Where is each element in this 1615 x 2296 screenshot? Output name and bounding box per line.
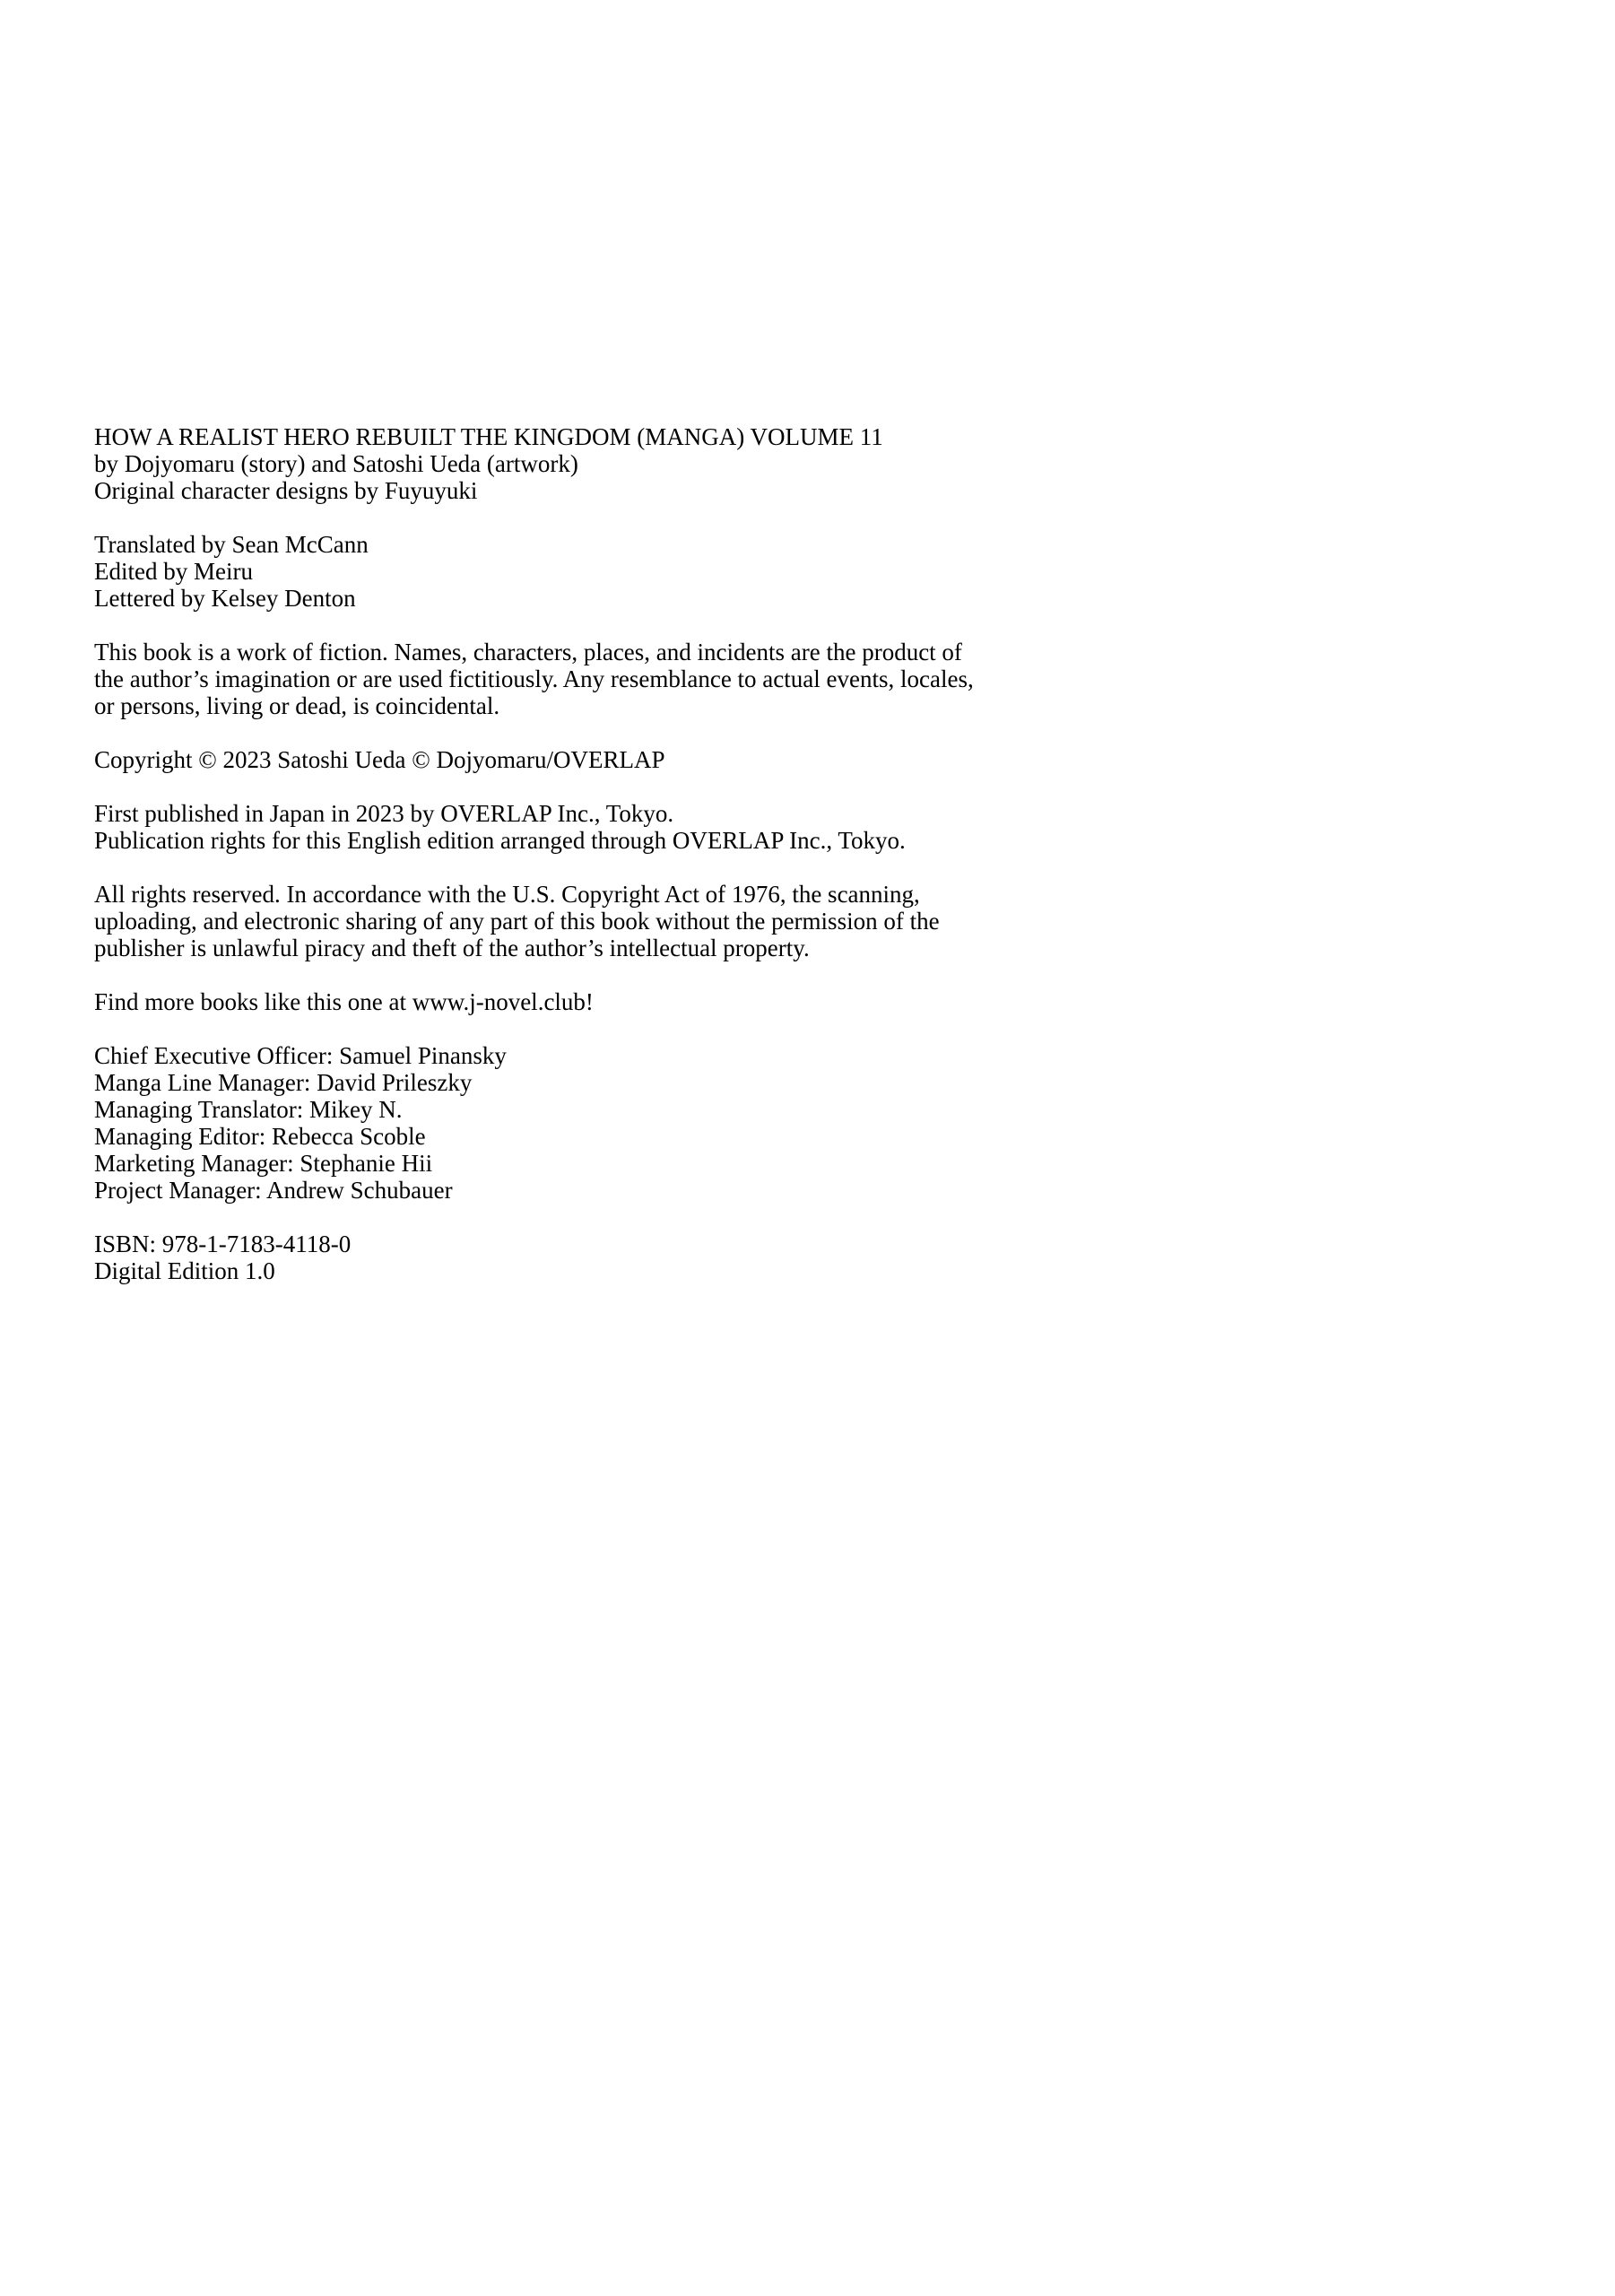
rights-reserved-block [94, 881, 991, 961]
promo-block [94, 988, 991, 1015]
staff-line-managing-translator: Managing Translator: Mikey N. [94, 1096, 403, 1123]
character-designs-credit: Original character designs by Fuyuyuki [94, 477, 478, 504]
publication-block [94, 800, 991, 854]
disclaimer-line: This book is a work of fiction. Names, characters, places, and incidents are the product of [94, 639, 962, 665]
staff-line-marketing-manager: Marketing Manager: Stephanie Hii [94, 1150, 433, 1177]
fiction-disclaimer [94, 639, 991, 719]
staff-block [94, 1042, 991, 1204]
copyright-line: Copyright © 2023 Satoshi Ueda © Dojyomaru/OVERLAP [94, 746, 665, 773]
staff-line-project-manager: Project Manager: Andrew Schubauer [94, 1177, 453, 1204]
rights-line: All rights reserved. In accordance with the U.S. Copyright Act of 1976, the scanning, [94, 881, 920, 908]
copyright-notice [94, 746, 991, 773]
byline: by Dojyomaru (story) and Satoshi Ueda (artwork) [94, 450, 578, 477]
translator-credit: Translated by Sean McCann [94, 531, 369, 558]
letterer-credit: Lettered by Kelsey Denton [94, 585, 356, 612]
colophon-page [94, 423, 991, 1284]
rights-line: publisher is unlawful piracy and theft of the author’s intellectual property. [94, 935, 810, 961]
find-more-line: Find more books like this one at www.j-novel.club! [94, 988, 594, 1015]
isbn-line: ISBN: 978-1-7183-4118-0 [94, 1231, 352, 1257]
rights-line: uploading, and electronic sharing of any part of this book without the permission of the [94, 908, 940, 935]
editor-credit: Edited by Meiru [94, 558, 253, 585]
staff-line-manga-line-manager: Manga Line Manager: David Prileszky [94, 1069, 473, 1096]
publication-line: First published in Japan in 2023 by OVERLAP Inc., Tokyo. [94, 800, 674, 827]
disclaimer-line: the author’s imagination or are used fictitiously. Any resemblance to actual events, locales, [94, 665, 974, 692]
disclaimer-line: or persons, living or dead, is coincidental. [94, 692, 500, 719]
staff-line-ceo: Chief Executive Officer: Samuel Pinansky [94, 1042, 507, 1069]
publication-line: Publication rights for this English edition arranged through OVERLAP Inc., Tokyo. [94, 827, 906, 854]
book-title: HOW A REALIST HERO REBUILT THE KINGDOM (MANGA) VOLUME 11 [94, 423, 883, 450]
edition-line: Digital Edition 1.0 [94, 1257, 275, 1284]
title-block [94, 423, 991, 504]
localization-credits-block [94, 531, 991, 612]
edition-block [94, 1231, 991, 1284]
staff-line-managing-editor: Managing Editor: Rebecca Scoble [94, 1123, 426, 1150]
